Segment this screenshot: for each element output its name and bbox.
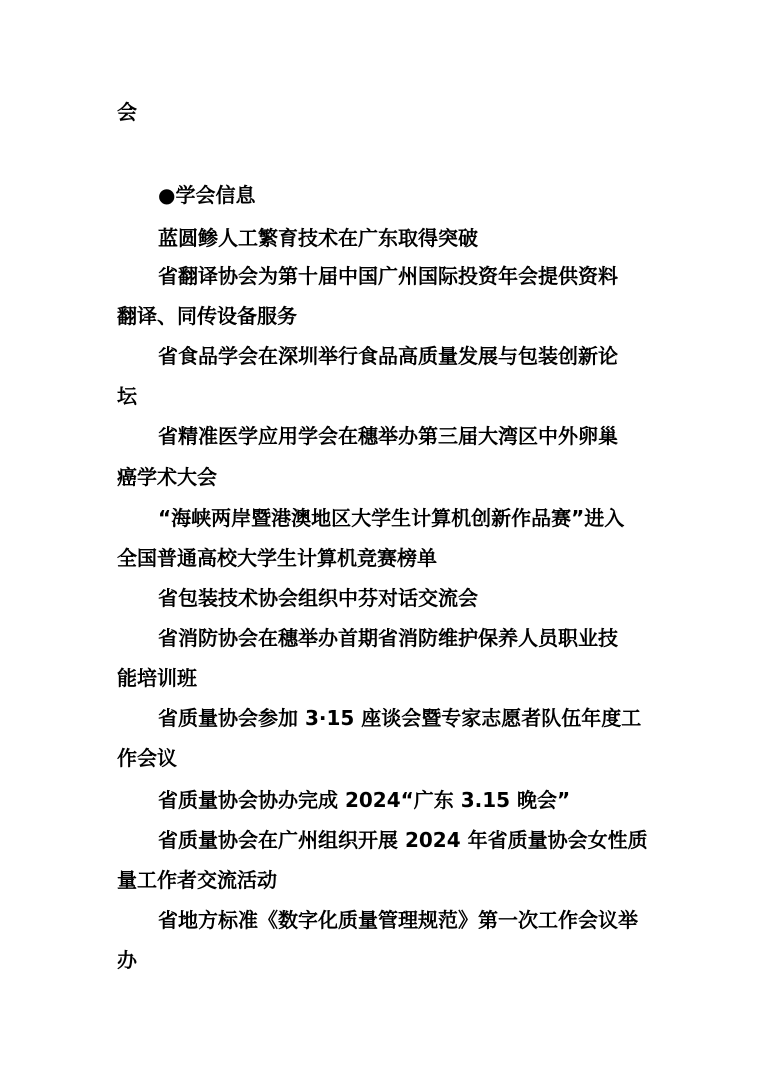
news-item-1: 蓝圆鲹人工繁育技术在广东取得突破 — [158, 226, 478, 250]
news-item-2-cont: 翻译、同传设备服务 — [117, 304, 297, 328]
news-item-5: “海峡两岸暨港澳地区大学生计算机创新作品赛”进入 — [158, 506, 625, 530]
news-item-10: 省质量协会在广州组织开展 2024 年省质量协会女性质 — [158, 828, 648, 852]
news-item-3: 省食品学会在深圳举行食品高质量发展与包装创新论 — [158, 344, 618, 368]
continuation-text: 会 — [117, 100, 137, 124]
news-item-7: 省消防协会在穗举办首期省消防维护保养人员职业技 — [158, 626, 618, 650]
news-item-6: 省包装技术协会组织中芬对话交流会 — [158, 586, 478, 610]
news-item-9: 省质量协会协办完成 2024“广东 3.15 晚会” — [158, 788, 571, 812]
news-item-7-cont: 能培训班 — [117, 666, 197, 690]
news-item-10-cont: 量工作者交流活动 — [117, 868, 277, 892]
news-item-11-cont: 办 — [117, 948, 137, 972]
news-item-2: 省翻译协会为第十届中国广州国际投资年会提供资料 — [158, 264, 618, 288]
section-heading: ●学会信息 — [158, 183, 256, 207]
news-item-11: 省地方标准《数字化质量管理规范》第一次工作会议举 — [158, 908, 638, 932]
news-item-8-cont: 作会议 — [117, 746, 177, 770]
news-item-3-cont: 坛 — [117, 384, 137, 408]
news-item-5-cont: 全国普通高校大学生计算机竞赛榜单 — [117, 546, 437, 570]
news-item-4: 省精准医学应用学会在穗举办第三届大湾区中外卵巢 — [158, 424, 618, 448]
news-item-8: 省质量协会参加 3·15 座谈会暨专家志愿者队伍年度工 — [158, 706, 642, 730]
news-item-4-cont: 癌学术大会 — [117, 465, 217, 489]
